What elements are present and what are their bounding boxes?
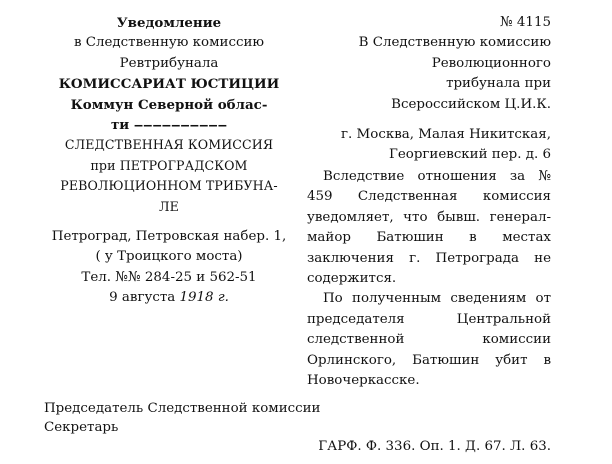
addressee-line-1: В Следственную комиссию (358, 35, 551, 51)
archive-reference: ГАРФ. Ф. 336. Оп. 1. Д. 67. Л. 63. (318, 439, 551, 454)
addressee-line-3: трибунала при (446, 76, 551, 92)
date-day-month: 9 августа (109, 290, 176, 306)
notice-to-line-1: в Следственную комиссию (73, 35, 265, 51)
signature-block (44, 399, 444, 437)
addressee-line-2: Революционного (431, 55, 551, 71)
address-line-2: ( у Троицкого моста) (95, 249, 243, 265)
notice-title: Уведомление (116, 15, 222, 31)
location-line-1: г. Москва, Малая Никитская, (341, 127, 551, 143)
letter-body (307, 167, 551, 391)
phone-numbers: Тел. №№ 284-25 и 562-51 (81, 269, 257, 285)
communes-line-1: Коммун Северной облас- (70, 96, 268, 113)
commission-line-3: РЕВОЛЮЦИОННОМ ТРИБУНА- (60, 178, 278, 194)
spacer (307, 115, 551, 125)
spacer (40, 217, 298, 227)
communes-line-2: ти ‒‒‒‒‒‒‒‒‒‒ (110, 117, 228, 134)
commission-line-2: при ПЕТРОГРАДСКОМ (90, 157, 248, 173)
signature-chairman: Председатель Следственной комиссии (44, 401, 321, 416)
body-paragraph-1: Вследствие отношения за № 459 Следственная комиссия уведомляет, что бывш. генерал-майор Батюшин в местах заключения г. Петрограда не содержится. (307, 169, 551, 287)
commission-line-4: ЛЕ (159, 198, 179, 214)
address-line-1: Петроград, Петровская набер. 1, (51, 229, 287, 245)
letterhead-right (307, 13, 551, 166)
notice-to-line-2: Ревтрибунала (119, 55, 219, 71)
body-paragraph-2: По полученным сведениям от председателя Центральной следственной комиссии Орлинского, Батюшин убит в Новочеркасске. (307, 291, 551, 389)
letterhead-left (40, 13, 298, 309)
signature-secretary: Секретарь (44, 420, 119, 435)
location-line-2: Георгиевский пер. д. 6 (388, 147, 551, 163)
commission-line-1: СЛЕДСТВЕННАЯ КОМИССИЯ (64, 137, 274, 153)
commissariat-name: КОМИССАРИАТ ЮСТИЦИИ (58, 76, 280, 93)
document-date (40, 288, 298, 308)
addressee-line-4: Всероссийском Ц.И.К. (391, 96, 551, 112)
document-number: № 4115 (499, 15, 551, 30)
date-year: 1918 г. (179, 290, 229, 306)
